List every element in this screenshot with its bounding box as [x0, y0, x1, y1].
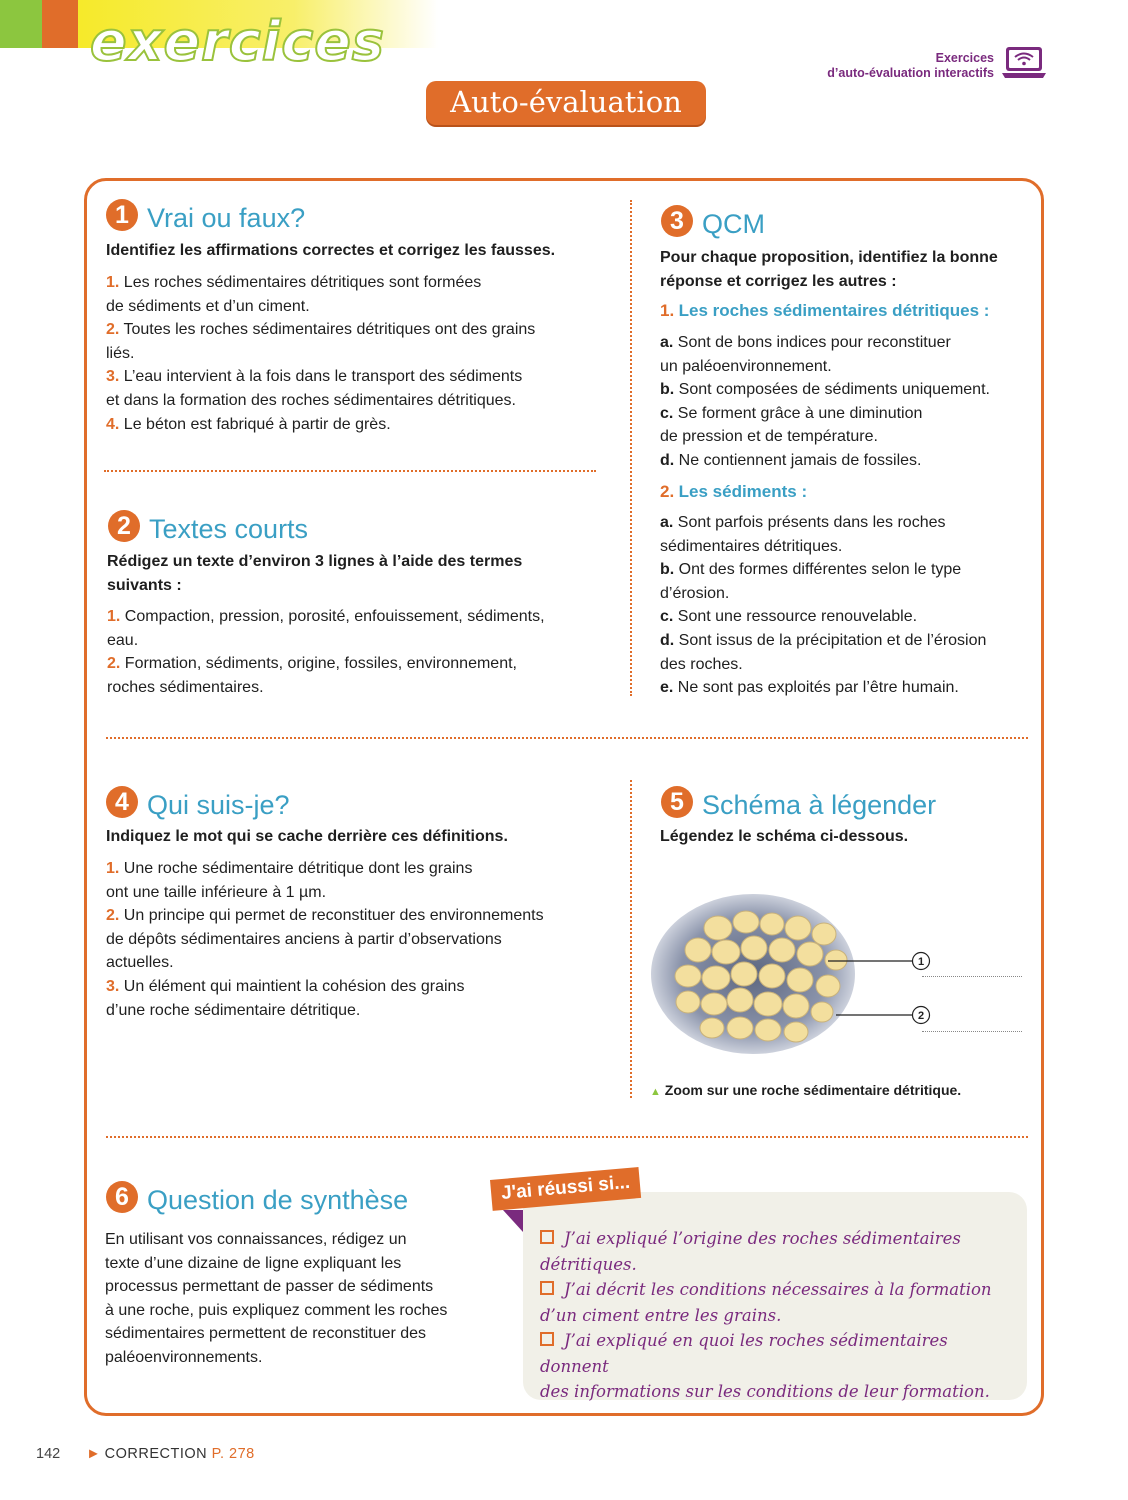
option: b. Ont des formes différentes selon le type: [660, 561, 962, 579]
exercise-5-instruction: Légendez le schéma ci-dessous.: [660, 828, 909, 845]
exercise-number-6: 6: [106, 1181, 138, 1213]
divider-col-top: [630, 200, 632, 696]
option: b. Sont composées de sédiments uniquement.: [660, 381, 990, 399]
exercise-1-instruction: Identifiez les affirmations correctes et corrigez les fausses.: [106, 242, 556, 259]
option: e. Ne sont pas exploités par l’être humain.: [660, 679, 959, 697]
interactive-exercises-link[interactable]: [827, 51, 994, 81]
option: c. Sont une ressource renouvelable.: [660, 608, 918, 626]
criteria-item[interactable]: J’ai expliqué l’origine des roches sédimentaires: [540, 1226, 1020, 1252]
divider-col-mid: [630, 780, 632, 1098]
qcm-question-1: 1. Les roches sédimentaires détritiques :: [660, 301, 990, 320]
page-number: 142: [36, 1446, 61, 1462]
criteria-item[interactable]: J’ai décrit les conditions nécessaires à la formation: [540, 1277, 1020, 1303]
exercise-title-1: Vrai ou faux?: [147, 203, 306, 233]
laptop-wifi-icon[interactable]: [1002, 45, 1046, 81]
option: c. Se forment grâce à une diminution: [660, 404, 923, 422]
divider-row1: [106, 737, 1028, 739]
correction-link[interactable]: CORRECTION P. 278: [104, 1446, 255, 1462]
checkbox-icon[interactable]: [540, 1230, 554, 1244]
arrow-right-icon: ►: [86, 1446, 101, 1462]
list-item: 1. Compaction, pression, porosité, enfouissement, sédiments,: [107, 608, 545, 625]
exercise-number-1: 1: [106, 199, 138, 231]
exercise-number-3: 3: [661, 205, 693, 237]
divider-row2: [106, 1136, 1028, 1138]
tag-fold: [503, 1210, 523, 1232]
exercise-title-2: Textes courts: [149, 514, 309, 544]
exercise-4-instruction: Indiquez le mot qui se cache derrière ces définitions.: [106, 828, 508, 845]
divider-ex1-ex2: [104, 470, 596, 472]
option: a. Sont parfois présents dans les roches: [660, 514, 946, 531]
list-item: 3. L’eau intervient à la fois dans le transport des sédiments: [106, 368, 523, 386]
label-number-2: 2: [917, 1010, 925, 1022]
exercise-6-text: En utilisant vos connaissances, rédigez un texte d’une dizaine de ligne expliquant les processus permettant de passer de sédiments à une roche, puis expliquez comment les roches sédimentaires permettent de reconstituer des paléoenvironnements.: [105, 1231, 448, 1366]
exercise-title-5: Schéma à légender: [702, 790, 937, 820]
exercise-title-3: QCM: [702, 209, 765, 239]
list-item-cont: eau.: [107, 631, 139, 649]
exercise-2-list: [107, 605, 607, 699]
list-item: 4. Le béton est fabriqué à partir de grès.: [106, 415, 391, 433]
exercise-number-4: 4: [106, 786, 138, 818]
header-green-block: [0, 0, 42, 48]
footer: [36, 1446, 255, 1462]
checkbox-icon[interactable]: [540, 1281, 554, 1295]
exercise-1-list: [106, 271, 606, 436]
diagram-caption: ▲ Zoom sur une roche sédimentaire détritique.: [650, 1082, 962, 1098]
success-criteria-list: J’ai expliqué l’origine des roches sédimentaires détritiques. J’ai décrit les conditions nécessaires à la formation d’un ciment entre les grains. J’ai expliqué en quoi les roches sédimentaires donnent des informations sur les conditions de leur formation.: [540, 1226, 1020, 1405]
interactive-line1: Exercices: [935, 51, 994, 65]
list-item: 2. Formation, sédiments, origine, fossiles, environnement,: [107, 655, 517, 673]
success-criteria-tag: J'ai réussi si...: [490, 1167, 641, 1211]
exercise-title-6: Question de synthèse: [147, 1185, 409, 1215]
qcm-1-options: a. Sont de bons indices pour reconstituer un paléoenvironnement. b. Sont composées de sédiments uniquement. c. Se forment grâce à une diminution de pression et de température. d. Ne contiennent jamais de fossiles.: [660, 331, 1040, 473]
exercise-title-4: Qui suis-je?: [147, 790, 290, 820]
list-item: 2. Un principe qui permet de reconstituer des environnements: [106, 907, 544, 925]
header-orange-block: [42, 0, 78, 48]
exercise-3-instruction: Pour chaque proposition, identifiez la bonne réponse et corrigez les autres :: [660, 249, 998, 290]
list-item-cont: et dans la formation des roches sédimentaires détritiques.: [106, 391, 516, 409]
option: d. Sont issus de la précipitation et de l’érosion: [660, 631, 987, 649]
exercise-number-2: 2: [108, 510, 140, 542]
option: a. Sont de bons indices pour reconstituer: [660, 334, 951, 351]
label-number-1: 1: [917, 956, 925, 968]
interactive-line2: d’auto-évaluation interactifs: [827, 66, 994, 80]
exercise-number-5: 5: [661, 786, 693, 818]
qcm-question-2: 2. Les sédiments :: [660, 482, 808, 501]
list-item-cont: de sédiments et d’un ciment.: [106, 297, 310, 315]
auto-evaluation-banner: Auto-évaluation: [426, 81, 706, 125]
rock-diagram: [648, 892, 1028, 1064]
criteria-item[interactable]: J’ai expliqué en quoi les roches sédimentaires donnent: [540, 1331, 948, 1376]
option: d. Ne contiennent jamais de fossiles.: [660, 451, 922, 469]
caption-triangle-icon: ▲: [650, 1086, 661, 1098]
list-item-cont: liés.: [106, 344, 135, 362]
qcm-2-options: a. Sont parfois présents dans les roches sédimentaires détritiques. b. Ont des formes différentes selon le type d’érosion. c. Sont une ressource renouvelable. d. Sont issus de la précipitation et de l’érosion des roches. e. Ne sont pas exploités par l’être humain.: [660, 511, 1040, 700]
list-item: 1. Les roches sédimentaires détritiques sont formées: [106, 274, 482, 291]
checkbox-icon[interactable]: [540, 1332, 554, 1346]
exercise-2-instruction: Rédigez un texte d’environ 3 lignes à l’aide des termes suivants :: [107, 553, 523, 594]
section-label: exercices: [90, 10, 386, 73]
answer-line-1[interactable]: [922, 976, 1022, 977]
exercise-4-list: 1. Une roche sédimentaire détritique dont les grains ont une taille inférieure à 1 µm. 2. Un principe qui permet de reconstituer des environnements de dépôts sédimentaires anciens à partir d’observations actuelles. 3. Un élément qui maintient la cohésion des grains d’une roche sédimentaire détritique.: [106, 857, 611, 1022]
list-item: 2. Toutes les roches sédimentaires détritiques ont des grains: [106, 321, 536, 339]
list-item: 3. Un élément qui maintient la cohésion des grains: [106, 977, 465, 995]
list-item-cont: roches sédimentaires.: [107, 678, 264, 696]
list-item: 1. Une roche sédimentaire détritique dont les grains: [106, 860, 473, 877]
answer-line-2[interactable]: [922, 1031, 1022, 1032]
